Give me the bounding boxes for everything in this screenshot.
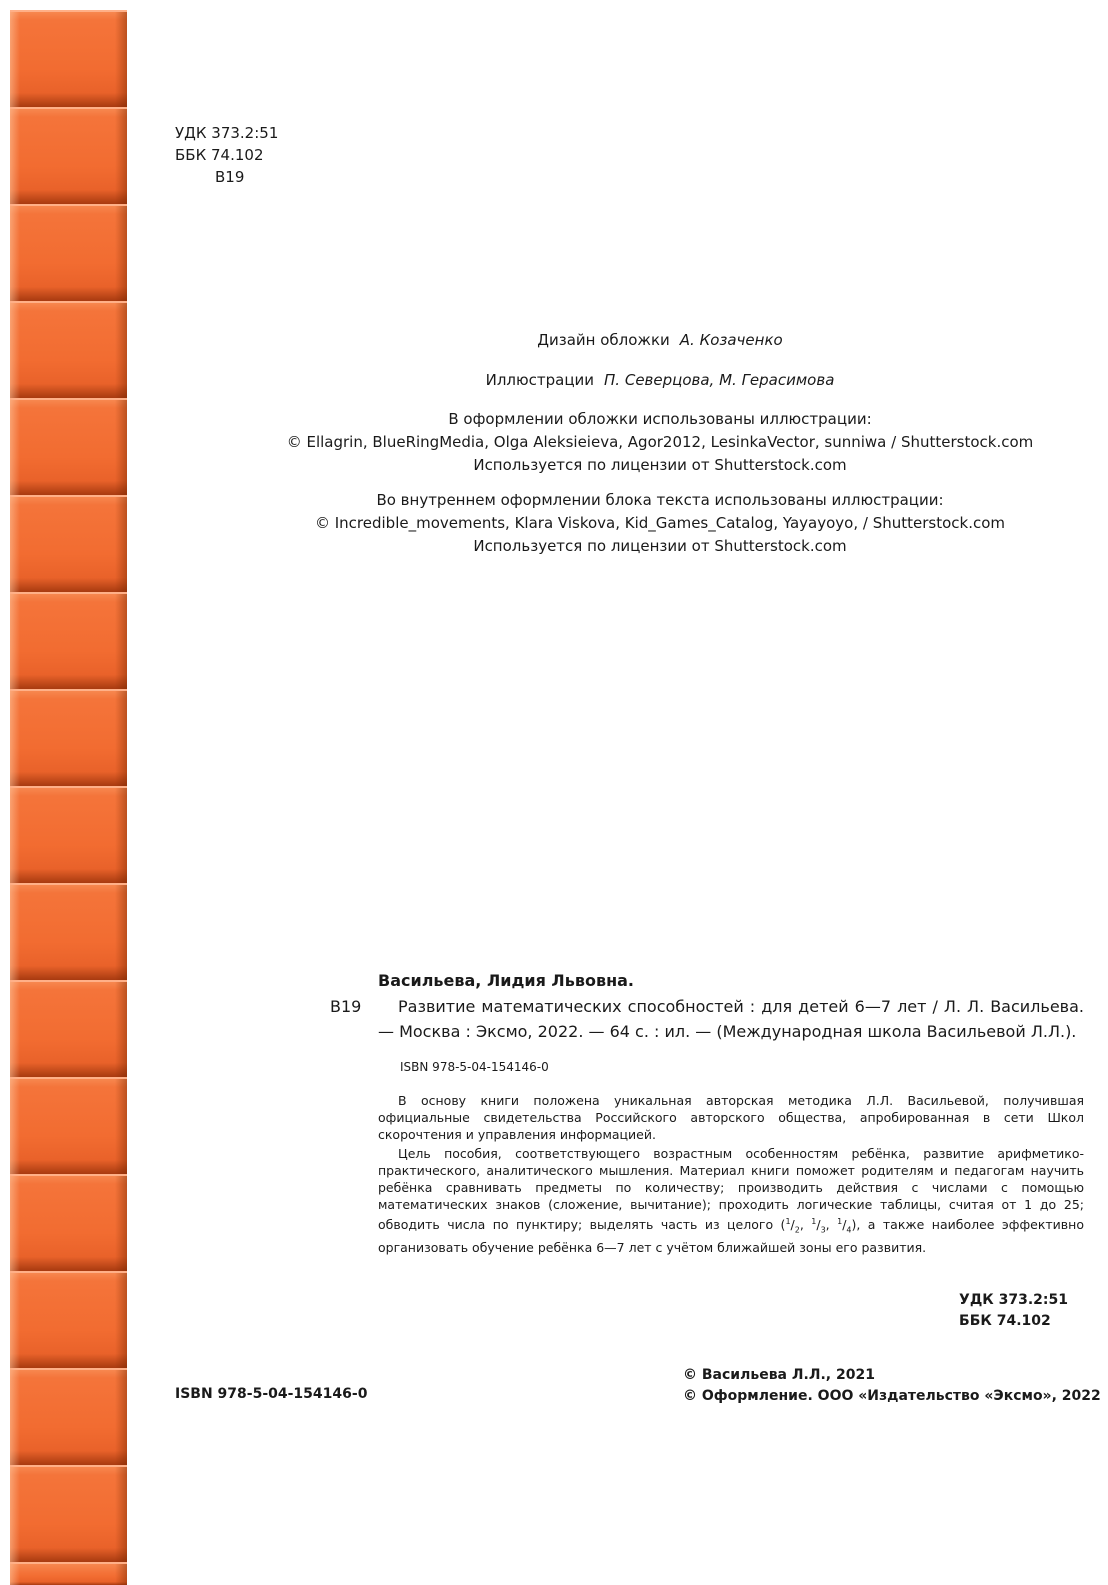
strip-tile [10,1271,127,1368]
decorative-orange-strip [10,10,127,1585]
strip-tile [10,398,127,495]
strip-tile [10,1368,127,1465]
strip-tile [10,786,127,883]
strip-tile [10,1077,127,1174]
abstract-text: ), а также наиболее эффективно организовать обучение ребёнка 6—7 лет с учётом ближайшей зоны его развития. [378,1217,1084,1255]
author-mark: В19 [215,168,245,186]
illustrations-label: Иллюстрации [485,371,595,389]
entry-isbn: ISBN 978-5-04-154146-0 [400,1060,549,1074]
cover-illustrations-intro: В оформлении обложки использованы иллюстрации: [448,410,872,428]
abstract-text: Цель пособия, соответствующего возрастным особенностям ребёнка, развитие арифметико-практического, аналитического мышления. Материал книги поможет родителям и педагогам научить ребёнка сравнивать предметы по количеству; производить действия с числами с помощью математических знаков (сложение, вычитание); проходить логические таблицы, считая от 1 до 25; обводить числа по пунктиру; выделять часть из целого ( [378,1146,1084,1233]
book-author: Васильева, Лидия Львовна. [378,971,634,990]
strip-tile [10,204,127,301]
entry-text: Развитие математических способностей : для детей 6—7 лет / Л. Л. Васильева. — Москва : Эксмо, 2022. — 64 с. : ил. — (Международная школа Васильевой Л.Л.). [378,997,1084,1041]
cover-design-label: Дизайн обложки [537,331,670,349]
cover-illustrations-list: © Ellagrin, BlueRingMedia, Olga Aleksieieva, Agor2012, LesinkaVector, sunniwa / Shutterstock.com [286,433,1034,451]
abstract-paragraph: Цель пособия, соответствующего возрастным особенностям ребёнка, развитие арифметико-практического, аналитического мышления. Материал книги поможет родителям и педагогам научить ребёнка сравнивать предметы по количеству; производить действия с числами с помощью математических знаков (сложение, вычитание); проходить логические таблицы, считая от 1 до 25; обводить числа по пунктиру; выделять часть из целого ($^1/_2$, $^1/_3$, $^1/_4$), а также наиболее эффективно организовать обучение ребёнка 6—7 лет с учётом ближайшей зоны его развития. [378,1146,1084,1255]
strip-tile [10,689,127,786]
strip-tile [10,107,127,204]
copyright-author: © Васильева Л.Л., 2021 [683,1367,875,1383]
illustrations-credit [180,369,1108,392]
bibliographic-entry [330,994,1084,1044]
copyright-design: © Оформление. ООО «Издательство «Эксмо», 2022 [683,1388,1101,1404]
cover-license: Используется по лицензии от Shutterstock.com [473,456,847,474]
inner-illustrations-list: © Incredible_movements, Klara Viskova, Kid_Games_Catalog, Yayayoyo, / Shutterstock.com [314,514,1006,532]
cover-design-name: А. Козаченко [679,331,783,349]
strip-tile [10,495,127,592]
illustrations-names: П. Северцова, М. Герасимова [604,371,835,389]
cover-illustrations-block [180,408,1108,477]
classification-footer [959,1290,1068,1332]
udk-code: УДК 373.2:51 [175,124,279,142]
strip-tile [10,1174,127,1271]
strip-tile [10,1562,127,1585]
strip-tile [10,301,127,398]
classification-header [175,122,278,188]
book-abstract [378,1092,1084,1256]
footer-isbn: ISBN 978-5-04-154146-0 [175,1386,368,1402]
cover-design-credit [180,329,1108,352]
bbk-code: ББК 74.102 [175,146,264,164]
strip-tile [10,10,127,107]
strip-tile [10,980,127,1077]
inner-illustrations-block [180,489,1108,558]
inner-license: Используется по лицензии от Shutterstock.com [473,537,847,555]
inner-illustrations-intro: Во внутреннем оформлении блока текста использованы иллюстрации: [376,491,944,509]
strip-tile [10,1465,127,1562]
copyright-block [683,1365,1101,1407]
abstract-paragraph: В основу книги положена уникальная авторская методика Л.Л. Васильевой, получившая официальные свидетельства Российского авторского общества, апробированная в сети Школ скорочтения и управления информацией. [378,1093,1084,1142]
strip-tile [10,883,127,980]
udk-code: УДК 373.2:51 [959,1292,1068,1308]
strip-tile [10,592,127,689]
catalog-card [330,970,1084,1256]
bbk-code: ББК 74.102 [959,1313,1051,1329]
entry-code: В19 [330,997,362,1016]
